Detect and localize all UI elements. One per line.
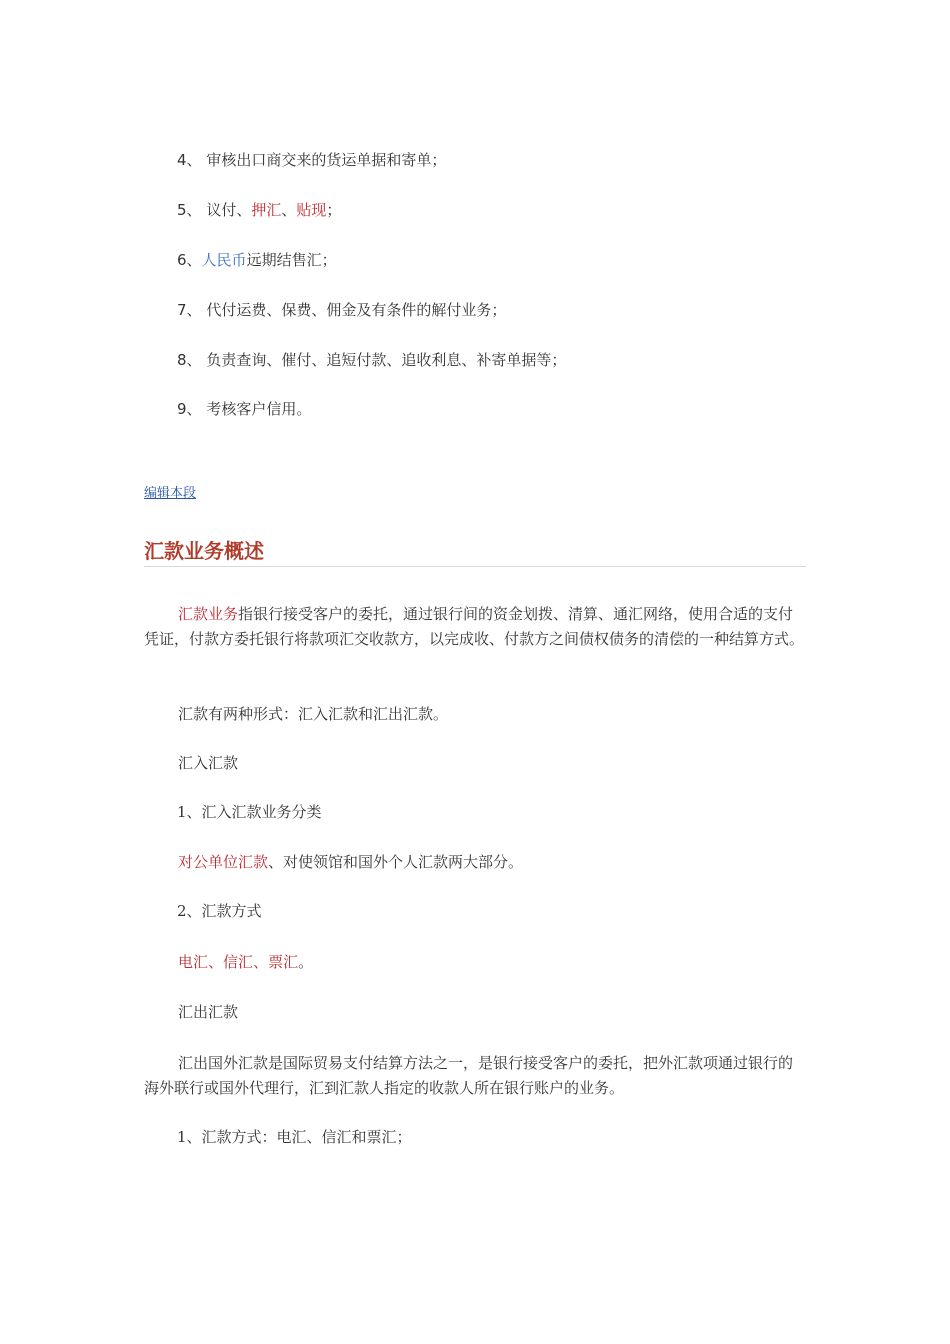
inward-category-text: 对公单位汇款、对使领馆和国外个人汇款两大部分。 (178, 853, 524, 871)
list-item-6: 6、人民币远期结售汇； (177, 251, 337, 269)
link-telegraphic-transfer[interactable]: 电汇 (178, 953, 209, 971)
outward-description: 汇出国外汇款是国际贸易支付结算方法之一，是银行接受客户的委托，把外汇款项通过银行的海外联行或国外代理行，汇到汇款人指定的收款人所在银行账户的业务。 (144, 1054, 794, 1097)
list-item-8: 8、 负责查询、催付、追短付款、追收利息、补寄单据等； (177, 351, 567, 369)
link-remittance-business[interactable]: 汇款业务 (178, 605, 239, 623)
list-item-5: 5、 议付、押汇、贴现； (177, 201, 342, 219)
section-title: 汇款业务概述 (144, 536, 806, 567)
link-yahui[interactable]: 押汇 (251, 201, 282, 219)
inward-category-heading: 1、汇入汇款业务分类 (177, 803, 322, 821)
link-corporate-remittance[interactable]: 对公单位汇款 (178, 853, 269, 871)
link-rmb[interactable]: 人民币 (201, 251, 247, 269)
outward-method: 1、汇款方式：电汇、信汇和票汇； (177, 1128, 412, 1146)
intro-paragraph: 汇款业务指银行接受客户的委托，通过银行间的资金划拨、清算、通汇网络，使用合适的支付凭证，付款方委托银行将款项汇交收款方，以完成收、付款方之间债权债务的清偿的一种结算方式。 (144, 605, 805, 648)
inward-method-heading: 2、汇款方式 (177, 902, 262, 920)
inward-method-text: 电汇、信汇、票汇。 (178, 953, 314, 971)
link-demand-draft[interactable]: 票汇 (268, 953, 299, 971)
remittance-forms: 汇款有两种形式：汇入汇款和汇出汇款。 (178, 705, 449, 723)
list-item-7: 7、 代付运费、保费、佣金及有条件的解付业务； (177, 301, 507, 319)
link-tiexian[interactable]: 贴现 (296, 201, 327, 219)
list-item-9: 9、 考核客户信用。 (177, 400, 312, 418)
outward-title: 汇出汇款 (178, 1003, 239, 1021)
edit-section-link[interactable]: 编辑本段 (144, 486, 197, 501)
link-mail-transfer[interactable]: 信汇 (223, 953, 254, 971)
inward-title: 汇入汇款 (178, 754, 239, 772)
list-item-4: 4、 审核出口商交来的货运单据和寄单； (177, 151, 447, 169)
